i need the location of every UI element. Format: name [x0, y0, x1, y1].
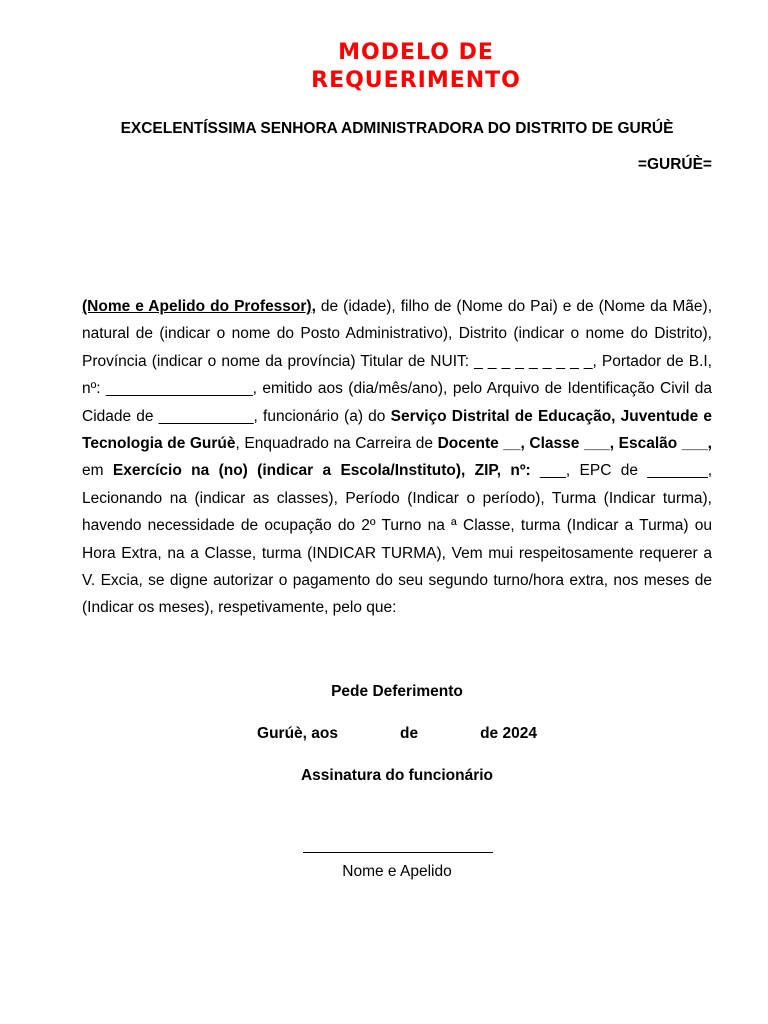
- teacher-name-placeholder: (Nome e Apelido do Professor),: [82, 298, 316, 315]
- signature-line: [303, 852, 493, 853]
- date-city: Gurúè, aos: [257, 725, 338, 742]
- body-text-segment: ___, EPC de _______, Lecionando na (indicar as classes), Período (Indicar o período), Turma (Indicar turma), havendo necessidade de ocupação do 2º Turno na ª Classe, turma (Indicar a Turma) ou Hora Extra, na a Classe, turma (INDICAR TURMA), Vem mui respeitosamente requerer a V. Excia, se digne autorizar o pagamento do seu segundo turno/hora extra, nos meses de (Indicar os meses), respetivamente, pelo que:: [82, 462, 712, 617]
- signature-name: Nome e Apelido: [342, 863, 452, 880]
- pede-deferimento: Pede Deferimento: [331, 683, 463, 700]
- school-details: Exercício na (no) (indicar a Escola/Instituto), ZIP, nº:: [112, 462, 531, 480]
- date-line: [82, 724, 712, 744]
- body-text-segment: em: [82, 462, 113, 480]
- request-body-paragraph: [82, 293, 712, 622]
- document-title: MODELO DE REQUERIMENTO: [311, 40, 521, 93]
- service-name: Serviço Distrital de Educação, Juventude e Tecnologia de Gurúè: [82, 407, 712, 453]
- document-title-container: [280, 36, 552, 93]
- career-details: Docente __, Classe ___, Escalão ___,: [437, 435, 712, 453]
- body-text-segment: , Enquadrado na Carreira de: [235, 435, 438, 453]
- date-de-month: de: [399, 725, 419, 742]
- addressee-line: EXCELENTÍSSIMA SENHORA ADMINISTRADORA DO DISTRITO DE GURÚÈ: [120, 120, 674, 137]
- signature-label: Assinatura do funcionário: [300, 767, 494, 784]
- date-de-year: de 2024: [480, 725, 537, 742]
- city-line: =GURÚÈ=: [637, 156, 712, 173]
- body-text-segment: de (idade), filho de (Nome do Pai) e de (Nome da Mãe), natural de (indicar o nome do Posto Administrativo), Distrito (indicar o nome do Distrito), Província (indicar o nome da província) Titular de NUIT: _ _ _ _ _ _ _ _ _, Portador de B.I, nº: _________________, emitido aos (dia/mês/ano), pelo Arquivo de Identificação Civil da Cidade de ___________, funcionário (a) do: [82, 298, 712, 425]
